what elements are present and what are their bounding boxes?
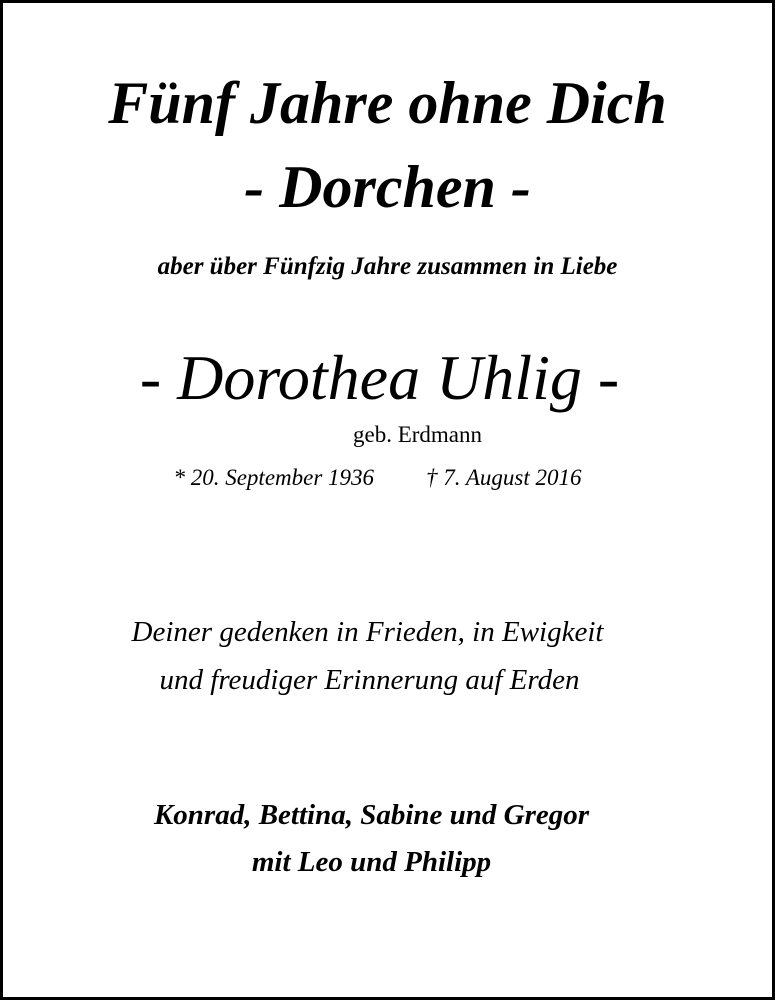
deceased-full-name: - Dorothea Uhlig - <box>139 342 620 413</box>
life-dates <box>0 463 765 493</box>
memorial-quote-line-2: und freudiger Erinnerung auf Erden <box>159 664 580 696</box>
birth-date: * 20. September 1936 <box>173 465 375 490</box>
headline-line-2: - Dorchen - <box>244 154 531 220</box>
birth-name: geb. Erdmann <box>352 422 482 447</box>
family-signature-line-1: Konrad, Bettina, Sabine und Gregor <box>153 799 590 831</box>
headline-line-1: Fünf Jahre ohne Dich <box>108 70 667 136</box>
death-date: † 7. August 2016 <box>426 465 582 490</box>
memorial-quote-line-1: Deiner gedenken in Frieden, in Ewigkeit <box>131 616 604 648</box>
family-signature-line-2: mit Leo und Philipp <box>251 846 492 878</box>
subline: aber über Fünfzig Jahre zusammen in Liebe <box>157 253 618 280</box>
